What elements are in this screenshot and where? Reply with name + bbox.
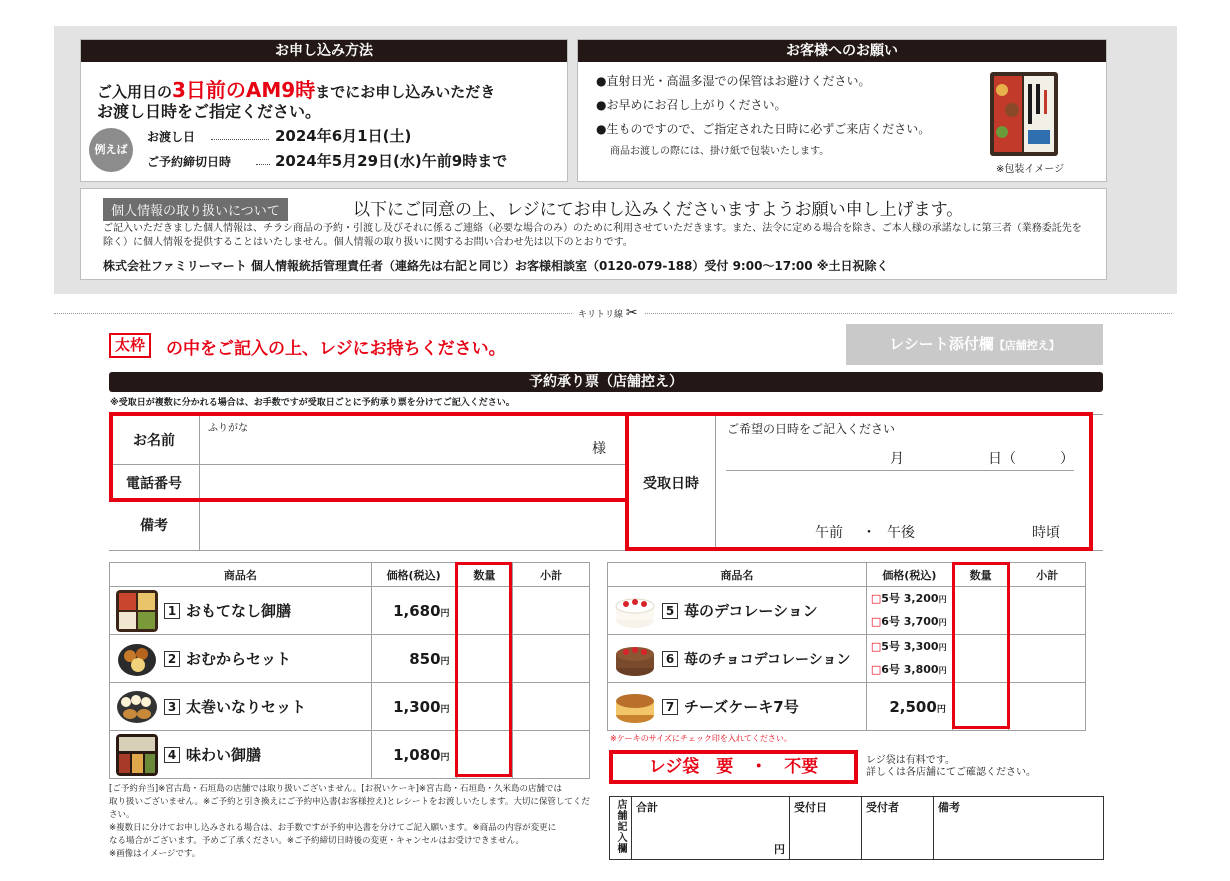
handover-label: お渡し日 [147,130,196,144]
handover-value: 2024年6月1日(土) [275,127,412,145]
item-number: 4 [164,747,180,763]
dotted-leader [256,164,270,165]
store-entry-label: 店舗記入欄 [610,797,632,860]
col-header-product: 商品名 [608,563,867,587]
product-name: 太巻いなりセット [186,698,307,716]
month-label: 月 [890,451,904,467]
strawberry-cake-image [614,590,656,632]
note-line: [ご予約弁当]※宮古島・石垣島の店舗では取り扱いございません。[お祝いケーキ]※宮古島・石垣島・久米島の店舗では [109,784,563,794]
privacy-tag: 個人情報の取り扱いについて [103,198,288,221]
table-row [608,635,1086,683]
omukara-set-image [116,638,158,680]
privacy-contact-text: 株式会社ファミリーマート 個人情報統括管理責任者（連絡先は右記と同じ）お客様相談室（0120-079-188）受付 9:00～17:00 ※土日祝除く [103,259,889,273]
item-number: 2 [164,651,180,667]
paren-close: ） [1060,451,1074,467]
bottom-notes [109,783,591,861]
total-field[interactable]: 合計 円 [632,797,790,860]
deadline-label: ご予約締切日時 [147,155,232,169]
pickup-label: 受取日時 [643,476,699,492]
scissors-icon: ✂ [625,305,638,321]
day-label: 日（ [988,451,1016,467]
cake-size-note: ※ケーキのサイズにチェック印を入れてください。 [610,734,792,743]
receipt-attach-box: レシート添付欄【店舗控え】 [846,324,1103,365]
col-header-subtotal: 小計 [513,563,590,587]
item-number: 1 [164,603,180,619]
remarks-field[interactable] [200,502,620,548]
product-price: 1,300円 [371,683,456,731]
ajiwai-gozen-image [116,734,158,776]
plastic-bag-choice[interactable]: レジ袋 要 ・ 不要 [609,750,858,784]
store-entry-table [609,796,1104,860]
note-line: なる場合がございます。予めご了承ください。※ご予約締切日時後の変更・キャンセルはお受けできません。 [109,836,524,846]
subtotal-cell[interactable] [1009,683,1086,731]
form-title: 予約承り票（店舗控え） [109,372,1103,392]
size-option-6[interactable]: □6号 3,800円 [870,662,947,676]
subtotal-cell[interactable] [513,683,590,731]
col-header-subtotal: 小計 [1009,563,1086,587]
example-badge: 例えば [89,128,133,172]
apply-method-panel [80,39,568,182]
hour-label: 時頃 [1032,525,1060,541]
strawberry-choco-cake-image [614,638,656,680]
thick-frame-pickup-left [625,412,629,551]
size-price-options [866,635,952,683]
product-name: 苺のチョコデコレーション [684,651,851,668]
request-bullet: ●直射日光・高温多湿での保管はお避けください。 [596,74,871,88]
col-header-qty: 数量 [952,563,1009,587]
product-price: 1,080円 [371,731,456,779]
item-number: 7 [662,699,678,715]
col-header-price: 価格(税込) [371,563,456,587]
am-label: 午前 [815,525,843,541]
remarks-label: 備考 [140,518,168,534]
bento-package-image [988,70,1060,160]
form-note: ※受取日が複数に分かれる場合は、お手数ですが受取日ごとに予約承り票を分けてご記入ください。 [110,398,515,408]
product-name: 味わい御膳 [186,746,262,764]
apply-method-title: お申し込み方法 [81,40,567,62]
item-number: 3 [164,699,180,715]
received-by-field[interactable]: 受付者 [862,797,934,860]
item-number: 5 [662,603,678,619]
bag-note: レジ袋は有料です。 詳しくは各店舗にてご確認ください。 [866,755,1036,778]
table-row [110,587,590,635]
pm-label: 午後 [887,525,915,541]
pickup-hint: ご希望の日時をご記入ください [727,422,896,436]
wrapping-note: 商品お渡しの際には、掛け紙で包装いたします。 [610,146,830,157]
table-row [110,635,590,683]
request-bullet: ●生ものですので、ご指定された日時に必ずご来店ください。 [596,122,931,136]
col-header-qty: 数量 [456,563,513,587]
note-line: 取り扱いございません。※ご予約と引き換えにご予約申込書(お客様控え)とレシートをお渡しいたします。大切に保管してください。 [109,797,590,820]
privacy-panel [80,188,1107,280]
size-price-options [866,587,952,635]
product-price: 1,680円 [371,587,456,635]
subtotal-cell[interactable] [1009,587,1086,635]
item-number: 6 [662,651,678,667]
thick-frame-customer-bottom [195,498,625,502]
store-remarks-field[interactable]: 備考 [934,797,1104,860]
furigana-label: ふりがな [208,423,248,434]
name-label: お名前 [133,433,175,449]
subtotal-cell[interactable] [513,587,590,635]
futomaki-inari-image [116,686,158,728]
privacy-body-text: ご記入いただきました個人情報は、チラシ商品の予約・引渡し及びそれに係るご連絡（必要な場合のみ）のために利用させていただきます。また、法令に定める場合を除き、ご本人様の承諾なしに第三者（業務委託先を除く）に個人情報を提供することはいたしません。個人情報の取り扱いに関するお問い合わせ先は以下のとおりです。 [103,223,1082,248]
thick-frame-pickup [625,412,1093,551]
subtotal-cell[interactable] [1009,635,1086,683]
dotted-leader [211,139,269,140]
subtotal-cell[interactable] [513,635,590,683]
table-row [110,683,590,731]
cut-line-label: キリトリ線 ✂ [572,305,644,321]
bento-order-table [109,562,590,779]
table-row [608,587,1086,635]
fill-instruction: の中をご記入の上、レジにお持ちください。 [166,339,506,359]
product-name: チーズケーキ7号 [684,698,799,716]
cake-order-table [607,562,1086,731]
phone-label: 電話番号 [126,476,182,492]
package-image-caption: ※包装イメージ [996,164,1065,175]
thick-frame-pickup-top [625,412,1093,416]
product-name: おむからセット [186,650,292,668]
size-option-5[interactable]: □5号 3,300円 [870,639,947,653]
subtotal-cell[interactable] [513,731,590,779]
customer-request-title: お客様へのお願い [578,40,1106,62]
col-header-product: 商品名 [110,563,372,587]
product-name: 苺のデコレーション [684,602,818,620]
table-row [110,731,590,779]
note-line: ※複数日に分けてお申し込みされる場合は、お手数ですが予約申込書を分けてご記入願います。※商品の内容が変更に [109,823,557,833]
thick-frame-customer [109,412,629,502]
privacy-agreement-text: 以下にご同意の上、レジにてお申し込みくださいますようお願い申し上げます。 [353,200,964,220]
size-option-6[interactable]: □6号 3,700円 [870,614,947,628]
product-price: 2,500円 [866,683,952,731]
product-name: おもてなし御膳 [186,602,292,620]
customer-request-panel [577,39,1107,182]
thick-frame-qty-right [952,562,1010,729]
apply-deadline-text: ご入用日の3日前のAM9時までにお申し込みいただき [97,78,496,102]
deadline-value: 2024年5月29日(水)午前9時まで [275,152,508,170]
thick-frame-qty-left [455,562,512,777]
separator-dot: ・ [862,525,876,541]
thick-frame-customer-bottom [109,498,199,502]
sama-label: 様 [592,441,606,457]
request-bullet: ●お早めにお召し上がりください。 [596,98,787,112]
thick-frame-label: 太枠 [109,333,151,358]
apply-instruction-text: お渡し日時をご指定ください。 [97,102,322,121]
table-row [608,683,1086,731]
omotenashi-gozen-image [116,590,158,632]
size-option-5[interactable]: □5号 3,200円 [870,591,947,605]
received-date-field[interactable]: 受付日 [790,797,862,860]
product-price: 850円 [371,635,456,683]
col-header-price: 価格(税込) [866,563,952,587]
cheesecake-image [614,686,656,728]
note-line: ※画像はイメージです。 [109,849,201,859]
